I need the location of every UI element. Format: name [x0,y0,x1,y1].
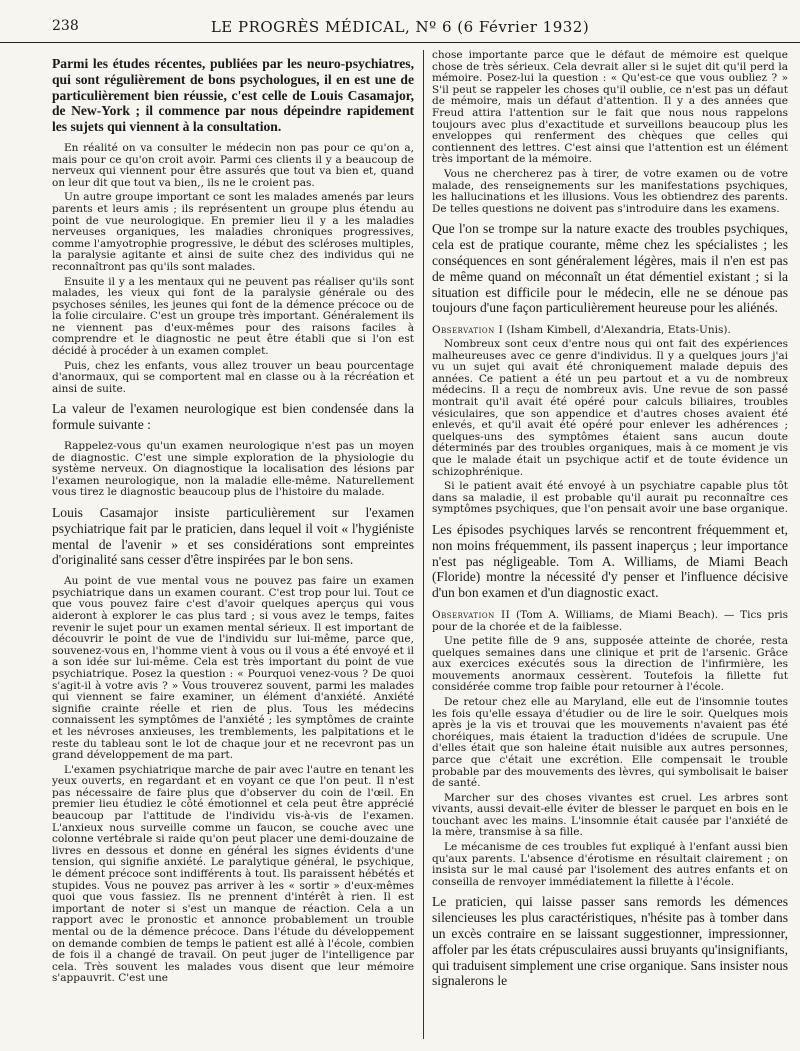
observation-label: Observation II [432,608,511,621]
left-column [52,50,414,1039]
body-paragraph: Marcher sur des choses vivantes est cruel. Les arbres sont vivants, aussi devait-elle éviter de blesser le parquet en bois en le touchant avec les mains. L'insomnie était causée par l'anxiété de la mère, transmise à sa fille. [432,791,788,839]
observation-heading [432,609,788,633]
body-paragraph: Puis, chez les enfants, vous allez trouver un beau pourcentage d'anormaux, qui se comportent mal en classe ou à la récréation et ainsi de suite. [52,359,414,395]
column-divider [423,50,424,1039]
body-paragraph: Vous ne chercherez pas à tirer, de votre examen ou de votre malade, des renseignements sur les manifestations psychiques, les hallucinations et les illusions. Vous les obtiendrez des parents. De telles questions ne doivent pas s'introduire dans les examens. [432,167,788,215]
body-paragraph: Le mécanisme de ces troubles fut expliqué à l'enfant aussi bien qu'aux parents. L'absence d'érotisme en résultait clairement ; on insista sur le mal causé par l'isolement des autres enfants et on conseilla de renvoyer immédiatement la fillette à l'école. [432,841,788,888]
lead-paragraph: Parmi les études récentes, publiées par les neuro-psychiatres, qui sont régulièrement de bons psychologues, il en est une de particulièrement bien réussie, c'est celle de Louis Casamajor, de New-York ; il commence par nous dépeindre rapidement les sujets qui viennent à la consultation. [52,56,414,135]
page-number: 238 [52,18,79,34]
observation-heading [432,324,788,336]
lead-paragraph: Les épisodes psychiques larvés se rencontrent fréquemment et, non moins fréquemment, ils passent inaperçus ; leur importance n'est pas négligeable. Tom A. Williams, de Miami Beach (Floride) montre la nécessité d'y penser et l'influence décisive d'un bon examen et d'un diagnostic exact. [432,522,788,601]
observation-source: (Isham Kimbell, d'Alexandria, Etats-Unis). [503,324,731,337]
lead-paragraph: Louis Casamajor insiste particulièrement sur l'examen psychiatrique fait par le praticien, dans lequel il voit « l'hygiéniste mental de l'avenir » et ses considérations sont empreintes d'originalité sans cesser d'être inspirées par le bon sens. [52,505,414,568]
body-paragraph: Rappelez-vous qu'un examen neurologique n'est pas un moyen de diagnostic. C'est une simple exploration de la physiologie du système nerveux. On diagnostique la localisation des lésions par l'examen neurologique, non la maladie elle-même. Naturellement vous tirez le diagnostic beaucoup plus de l'histoire du malade. [52,440,414,499]
journal-title: LE PROGRÈS MÉDICAL, Nº 6 (6 Février 1932) [210,18,590,36]
body-paragraph: Nombreux sont ceux d'entre nous qui ont fait des expériences malheureuses avec ce genre d'individus. Il y a quelques jours j'ai vu un sujet qui avait été chroniquement malade depuis des années. Ce patient a été un peu partout et a vu de nombreux médecins. Il a reçu de nombreux avis. Une revue de son passé montrait qu'il avait été opéré pour calculs biliaires, troubles vésiculaires, que son appendice et d'autres choses avaient été enlevés, et qu'il avait été opéré pour enlever les adhérences ; quelques-uns des symptômes étaient sans aucun doute déterminés par des troubles organiques, mais à ce moment je vis que le malade était un psychique actif et de toute évidence un schizophrénique. [432,338,788,478]
body-paragraph: En réalité on va consulter le médecin non pas pour ce qu'on a, mais pour ce qu'on croit avoir. Parmi ces clients il y a beaucoup de nerveux qui viennent pour être assurés que tout va bien et, quand on leur dit que tout va bien,, ils ne le croient pas. [52,141,414,189]
body-paragraph: Une petite fille de 9 ans, supposée atteinte de chorée, resta quelques semaines dans une clinique et prit de l'arsenic. Grâce aux exercices exécutés sous la direction de l'infirmière, les mouvements anormaux cessèrent. Toutefois la fillette fut considérée comme trop faible pour retourner à l'école. [432,634,788,694]
lead-paragraph: Le praticien, qui laisse passer sans remords les démences silencieuses les plus caractéristiques, n'hésite pas à tomber dans un excès contraire en se laissant suggestionner, impressionner, affoler par les états crépusculaires aussi bruyants qu'insignifiants, qui traduisent simplement une crise organique. Sans insister nous signalerons le [432,894,788,989]
observation-source: (Tom A. Williams, de Miami Beach). — Tics pris pour de la chorée et de la faiblesse. [432,608,788,633]
body-paragraph: Si le patient avait été envoyé à un psychiatre capable plus tôt dans sa maladie, il est probable qu'il aurait pu reconnaître ces symptômes psychiques, que l'on pensait avoir une base organique. [432,480,788,516]
page-header [0,0,800,43]
lead-paragraph: Que l'on se trompe sur la nature exacte des troubles psychiques, cela est de pratique courante, même chez les spécialistes ; les conséquences en sont généralement légères, mais il n'en est pas de même quand on méconnaît un état démentiel existant ; si la situation est difficile pour le médecin, elle ne se dénoue pas toujours d'une façon particulièrement heureuse pour les aliénés. [432,221,788,316]
body-paragraph: Au point de vue mental vous ne pouvez pas faire un examen psychiatrique dans un examen courant. C'est trop pour lui. Tout ce que vous pouvez faire c'est d'avoir quelques aperçus qui vous aideront à explorer le cas plus tard ; si vous avez le temps, faites revenir le sujet pour un examen mental sérieux. Il est important de découvrir le point de vue de l'individu sur lui-même, parce que, souvenez-vous en, l'homme vient à vous ou il vous a été envoyé et il a son idée sur lui-même. Cela est très important du point de vue psychiatrique. Posez la question : « Pourquoi venez-vous ? De quoi s'agit-il à votre avis ? » Vous trouverez souvent, parmi les malades qui viennent se faire examiner, un élément d'anxiété. Anxiété signifie crainte réelle et rien de plus. Tous les médecins connaissent les symptômes de l'anxiété ; les symptômes de crainte et les névroses anxieuses, les tremblements, les palpitations et le reste du tableau sont le lot de chaque jour et ne recevront pas un grand développement de ma part. [52,575,414,762]
body-paragraph: Ensuite il y a les mentaux qui ne peuvent pas réaliser qu'ils sont malades, les vieux qui font de la paralysie générale ou des psychoses séniles, les jeunes qui font de la démence précoce ou de la folie circulaire. C'est un groupe très important. Généralement ils ne viennent pas d'eux-mêmes pour des raisons faciles à comprendre et le diagnostic ne peut être établi que si l'on est décidé à procéder à un examen complet. [52,275,414,358]
lead-paragraph: La valeur de l'examen neurologique est bien condensée dans la formule suivante : [52,401,414,433]
body-paragraph: De retour chez elle au Maryland, elle eut de l'insomnie toutes les fois qu'elle essaya d'étudier ou de lire le soir. Quelques mois après je la vis et trouvai que les mouvements n'avaient pas été choréiques, mais étaient la traduction d'idées de scrupule. Une d'elles était que son haleine était nuisible aux autres personnes, parce que c'était une excrétion. Elle compensait le trouble probable par des mouvements des lèvres, qui symbolisait le baiser de santé. [432,695,788,790]
right-column [432,50,788,1039]
body-paragraph: chose importante parce que le défaut de mémoire est quelque chose de très sérieux. Cela devrait aller si le sujet dit qu'il perd la mémoire. Posez-lui la question : « Qu'est-ce que vous oubliez ? » S'il peut se rappeler les choses qu'il oublie, ce n'est pas un défaut de mémoire, mais un défaut d'attention. Il y a des années que Freud attira l'attention sur le fait que nous nous rappelons toujours avec plus d'exactitude et surveillons beaucoup plus les enveloppes qui renferment des chèques que celles qui contiennent des lettres. C'est ainsi que l'attention est un élément très important de la mémoire. [432,50,788,166]
observation-label: Observation I [432,324,504,337]
body-paragraph: L'examen psychiatrique marche de pair avec l'autre en tenant les yeux ouverts, en regardant et en voyant ce que l'on peut. Il n'est pas nécessaire de faire plus que d'observer du coin de l'œil. En premier lieu étudiez le côté émotionnel et cela peut être apprécié beaucoup par l'attitude de l'individu vis-à-vis de l'examen. L'anxieux nous surveille comme un faucon, se couche avec une colonne vertébrale si raide qu'on peut placer une demi-douzaine de livres en dessous et donne en général les signes évidents d'une tension, qui signifie anxiété. Le paralytique général, le psychique, le dément précoce sont indifférents à tout. Ils paraissent hébétés et stupides. Vous ne pouvez pas arriver à les « sortir » d'eux-mêmes quoi que vous fassiez. Ils ne prennent d'intérêt à rien. Il est important de noter si s'est un manque de réaction. Cela a un rapport avec le pronostic et annonce probablement un trouble mental ou de la démence précoce. Dans l'étude du développement on demande combien de temps le patient est allé à l'école, combien de fois il a changé de travail. On peut juger de l'intelligence par cela. Très souvent les malades vous disent que leur mémoire s'appauvrit. C'est une [52,763,414,985]
body-paragraph: Un autre groupe important ce sont les malades amenés par leurs parents et leurs amis ; ils représentent un groupe plus étendu au point de vue neurologique. En premier lieu il y a les maladies nerveuses organiques, les maladies chroniques progressives, comme l'amyotrophie progressive, le début des scléroses multiples, la paralysie agitante et ainsi de suite chez des individus qui ne reconnaîtront pas qu'ils sont malades. [52,191,414,273]
